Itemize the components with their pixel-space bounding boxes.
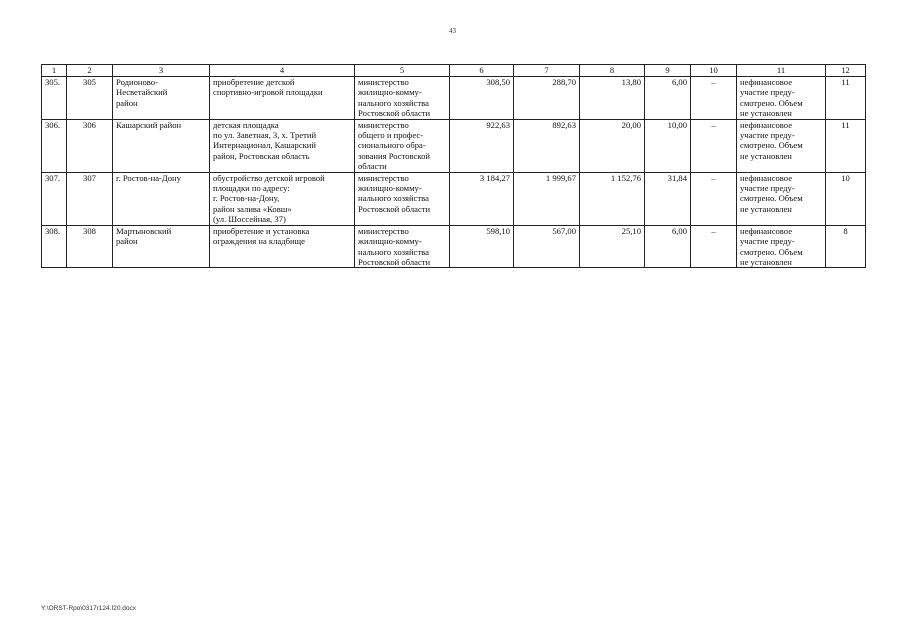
district-cell: г. Ростов-на-Дону: [113, 172, 210, 225]
amount-cell: 31,84: [645, 172, 691, 225]
district-cell: Кашарский район: [113, 119, 210, 172]
amount-cell: 922,63: [450, 119, 514, 172]
data-table: [41, 64, 866, 268]
amount-cell: 598,10: [450, 225, 514, 268]
amount-cell: 308,50: [450, 77, 514, 120]
amount-cell: 1 999,67: [514, 172, 580, 225]
object-cell: приобретение детской спортивно-игровой площадки: [210, 77, 355, 120]
row-number: 308.: [42, 225, 67, 268]
district-cell: Мартыновский район: [113, 225, 210, 268]
ministry-cell: министерство общего и профес- сионального обра- зования Ростовской области: [355, 119, 450, 172]
note-cell: нефинансовое участие преду- смотрено. Объем не установлен: [737, 119, 826, 172]
column-header: 8: [580, 65, 645, 77]
column-header: 10: [691, 65, 737, 77]
amount-cell: 6,00: [645, 77, 691, 120]
amount-cell: 892,63: [514, 119, 580, 172]
table-row: [42, 225, 866, 268]
row-number: 306.: [42, 119, 67, 172]
header-row: [42, 65, 866, 77]
amount-cell: 10,00: [645, 119, 691, 172]
row-id: 308: [67, 225, 113, 268]
table-row: [42, 77, 866, 120]
row-id: 307: [67, 172, 113, 225]
ministry-cell: министерство жилищно-комму- нального хозяйства Ростовской области: [355, 77, 450, 120]
score-cell: 10: [826, 172, 866, 225]
amount-cell: –: [691, 119, 737, 172]
amount-cell: 25,10: [580, 225, 645, 268]
amount-cell: –: [691, 172, 737, 225]
object-cell: приобретение и установка ограждения на кладбище: [210, 225, 355, 268]
column-header: 7: [514, 65, 580, 77]
score-cell: 11: [826, 119, 866, 172]
row-number: 305.: [42, 77, 67, 120]
amount-cell: 288,70: [514, 77, 580, 120]
column-header: 9: [645, 65, 691, 77]
amount-cell: 3 184,27: [450, 172, 514, 225]
column-header: 1: [42, 65, 67, 77]
column-header: 4: [210, 65, 355, 77]
column-header: 12: [826, 65, 866, 77]
row-number: 307.: [42, 172, 67, 225]
column-header: 3: [113, 65, 210, 77]
table-row: [42, 119, 866, 172]
row-id: 306: [67, 119, 113, 172]
page-number: 43: [449, 27, 456, 35]
amount-cell: –: [691, 225, 737, 268]
district-cell: Родионово- Несветайский район: [113, 77, 210, 120]
score-cell: 8: [826, 225, 866, 268]
note-cell: нефинансовое участие преду- смотрено. Объем не установлен: [737, 172, 826, 225]
amount-cell: 1 152,76: [580, 172, 645, 225]
note-cell: нефинансовое участие преду- смотрено. Объем не установлен: [737, 225, 826, 268]
column-header: 6: [450, 65, 514, 77]
amount-cell: 6,00: [645, 225, 691, 268]
column-header: 2: [67, 65, 113, 77]
note-cell: нефинансовое участие преду- смотрено. Объем не установлен: [737, 77, 826, 120]
table-row: [42, 172, 866, 225]
amount-cell: 13,80: [580, 77, 645, 120]
amount-cell: 20,00: [580, 119, 645, 172]
row-id: 305: [67, 77, 113, 120]
column-header: 5: [355, 65, 450, 77]
file-path-footer: Y:\ORST-Rpo\0317r124.f20.docx: [41, 605, 137, 612]
score-cell: 11: [826, 77, 866, 120]
amount-cell: –: [691, 77, 737, 120]
object-cell: обустройство детской игровой площадки по адресу: г. Ростов-на-Дону, район залива «Ковш» (ул. Шоссейная, 37): [210, 172, 355, 225]
amount-cell: 567,00: [514, 225, 580, 268]
ministry-cell: министерство жилищно-комму- нального хозяйства Ростовской области: [355, 172, 450, 225]
ministry-cell: министерство жилищно-комму- нального хозяйства Ростовской области: [355, 225, 450, 268]
column-header: 11: [737, 65, 826, 77]
object-cell: детская площадка по ул. Заветная, 3, х. Третий Интернационал, Кашарский район, Ростовская область: [210, 119, 355, 172]
